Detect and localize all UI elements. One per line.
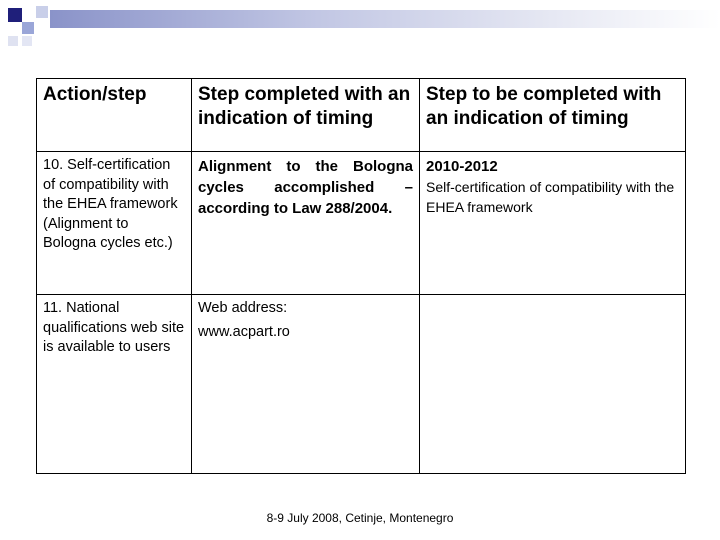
row-10-completed: Alignment to the Bologna cycles accomplished – according to Law 288/2004.: [192, 152, 420, 295]
decorative-gradient-bar: [50, 10, 720, 28]
header-action-step: Action/step: [37, 79, 192, 152]
footer-text: 8-9 July 2008, Cetinje, Montenegro: [266, 511, 454, 525]
row-11-action: 11. National qualifications web site is available to users: [37, 295, 192, 474]
row-10-planned-step: Self-certification of compatibility with the EHEA framework: [426, 179, 675, 215]
row-10-timing: 2010-2012: [426, 158, 498, 175]
row-11-completed: [192, 295, 420, 474]
row-11-web-label: Web address:: [198, 300, 288, 316]
table-header-row: [37, 79, 686, 152]
decorative-square: [36, 6, 48, 18]
footer: [0, 511, 720, 525]
row-11-to-be-completed: [420, 295, 686, 474]
decorative-square: [22, 22, 34, 34]
table-row: [37, 295, 686, 474]
decorative-square: [22, 36, 32, 46]
decorative-square: [8, 8, 22, 22]
bologna-steps-table: [36, 78, 686, 474]
row-11-web-url: www.acpart.ro: [198, 323, 290, 340]
header-step-to-be-completed: Step to be completed with an indication of timing: [420, 79, 686, 152]
header-step-completed: Step completed with an indication of timing: [192, 79, 420, 152]
row-10-action: 10. Self-certification of compatibility with the EHEA framework (Alignment to Bologna cycles etc.): [37, 152, 192, 295]
row-10-to-be-completed: [420, 152, 686, 295]
table-row: [37, 152, 686, 295]
decorative-square: [8, 36, 18, 46]
